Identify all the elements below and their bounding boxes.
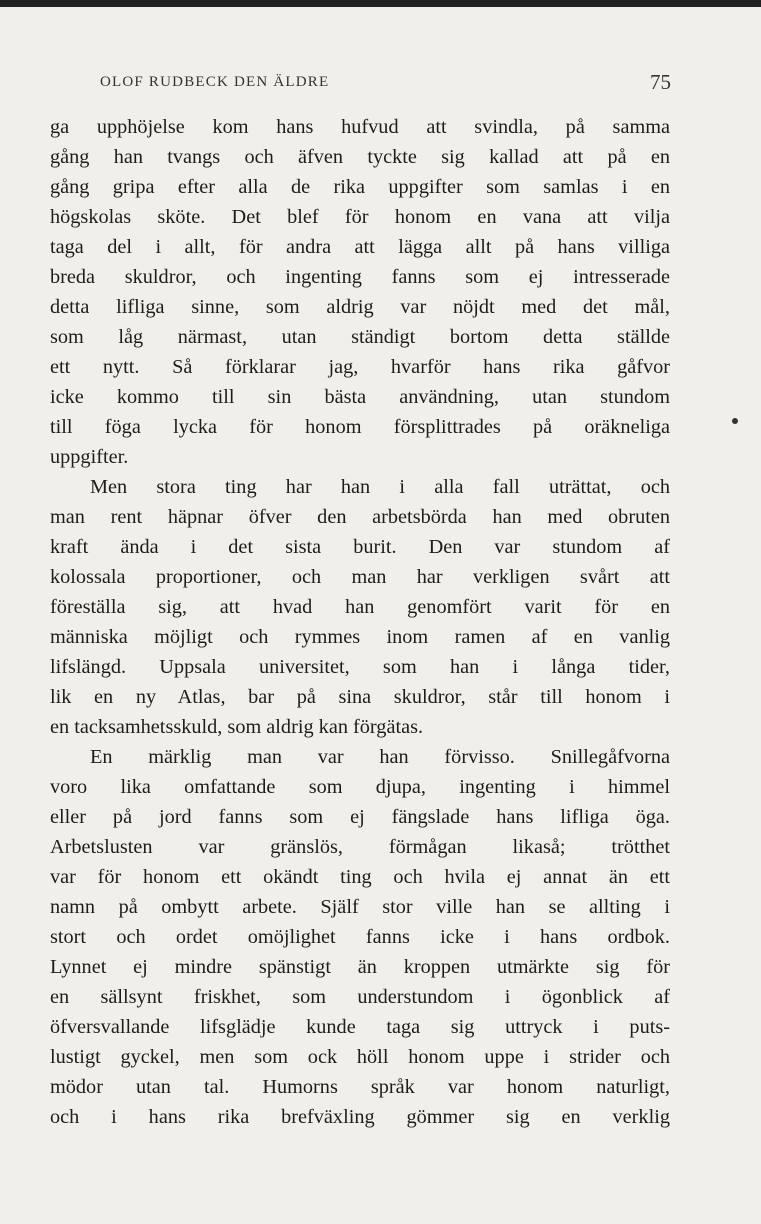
text-line: mödor utan tal. Humorns språk var honom naturligt, <box>50 1076 670 1098</box>
text-line: man rent häpnar öfver den arbetsbörda han med obruten <box>50 506 670 528</box>
text-line: stort och ordet omöjlighet fanns icke i hans ordbok. <box>50 926 670 948</box>
text-line: Lynnet ej mindre spänstigt än kroppen utmärkte sig för <box>50 956 670 978</box>
text-line: som låg närmast, utan ständigt bortom detta ställde <box>50 326 670 348</box>
text-line: Men stora ting har han i alla fall uträttat, och <box>90 476 670 498</box>
text-line: eller på jord fanns som ej fängslade hans lifliga öga. <box>50 806 670 828</box>
text-line: lik en ny Atlas, bar på sina skuldror, står till honom i <box>50 686 670 708</box>
body-text <box>50 112 670 1132</box>
text-line: gång gripa efter alla de rika uppgifter som samlas i en <box>50 176 670 198</box>
text-line: ga upphöjelse kom hans hufvud att svindla, på samma <box>50 116 670 138</box>
text-line: taga del i allt, för andra att lägga allt på hans villiga <box>50 236 670 258</box>
text-line: uppgifter. <box>50 446 129 468</box>
text-line: icke kommo till sin bästa användning, utan stundom <box>50 386 670 408</box>
text-line: detta lifliga sinne, som aldrig var nöjdt med det mål, <box>50 296 670 318</box>
running-header <box>100 72 671 96</box>
text-line: gång han tvangs och äfven tyckte sig kallad att på en <box>50 146 670 168</box>
text-line: namn på ombytt arbete. Själf stor ville han se allting i <box>50 896 670 918</box>
text-line: en sällsynt friskhet, som understundom i ögonblick af <box>50 986 670 1008</box>
text-line: lifslängd. Uppsala universitet, som han i långa tider, <box>50 656 670 678</box>
text-line: voro lika omfattande som djupa, ingenting i himmel <box>50 776 670 798</box>
text-line: kraft ända i det sista burit. Den var stundom af <box>50 536 670 558</box>
text-line: människa möjligt och rymmes inom ramen af en vanlig <box>50 626 670 648</box>
text-line: lustigt gyckel, men som ock höll honom uppe i strider och <box>50 1046 670 1068</box>
running-title: OLOF RUDBECK DEN ÄLDRE <box>100 74 330 90</box>
page-number: 75 <box>650 70 671 94</box>
text-line: till föga lycka för honom försplittrades på oräkneliga <box>50 416 670 438</box>
text-line: kolossala proportioner, och man har verkligen svårt att <box>50 566 670 588</box>
text-line: breda skuldror, och ingenting fanns som ej intresserade <box>50 266 670 288</box>
text-line: föreställa sig, att hvad han genomfört varit för en <box>50 596 670 618</box>
text-line: högskolas sköte. Det blef för honom en vana att vilja <box>50 206 670 228</box>
text-line: öfversvallande lifsglädje kunde taga sig uttryck i puts- <box>50 1016 670 1038</box>
scan-edge-bar <box>0 0 761 7</box>
text-line: ett nytt. Så förklarar jag, hvarför hans rika gåfvor <box>50 356 670 378</box>
text-line: var för honom ett okändt ting och hvila ej annat än ett <box>50 866 670 888</box>
text-line: Arbetslusten var gränslös, förmågan likaså; trötthet <box>50 836 670 858</box>
text-line: en tacksamhetsskuld, som aldrig kan förgätas. <box>50 716 424 738</box>
text-line: och i hans rika brefväxling gömmer sig en verklig <box>50 1106 670 1128</box>
text-line: En märklig man var han förvisso. Snillegåfvorna <box>90 746 670 768</box>
margin-dot-mark <box>732 418 738 424</box>
